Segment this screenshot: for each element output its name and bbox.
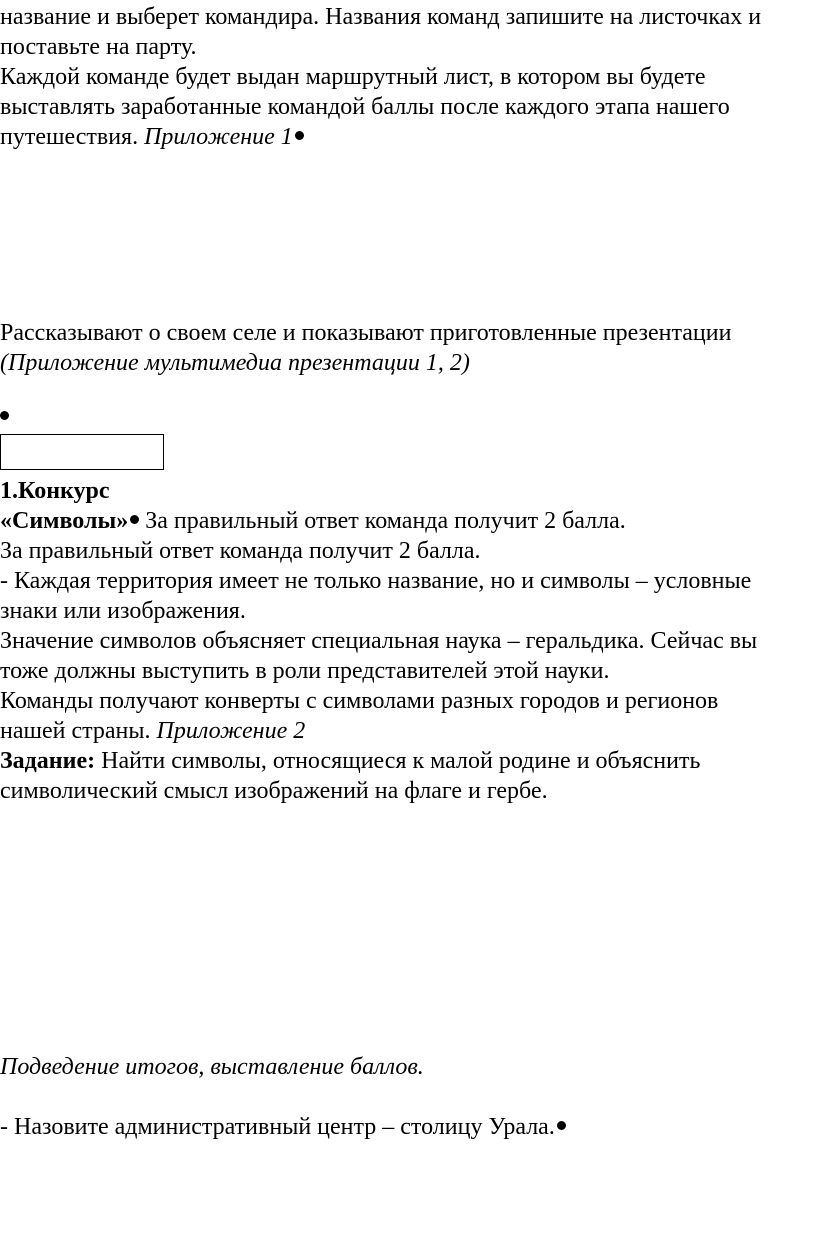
appendix-reference: (Приложение мультимедиа презентации 1, 2) xyxy=(0,350,470,376)
bullet-icon xyxy=(557,1121,566,1130)
text-line: За правильный ответ команда получит 2 балла. xyxy=(0,538,481,564)
task-label: Задание: xyxy=(0,748,96,774)
text-line: Каждой команде будет выдан маршрутный лист, в котором вы будете xyxy=(0,64,706,90)
text-line: тоже должны выступить в роли представителей этой науки. xyxy=(0,658,610,684)
text-line: поставьте на парту. xyxy=(0,34,197,60)
text-line: знаки или изображения. xyxy=(0,598,246,624)
lone-bullet-line xyxy=(0,402,812,432)
question-line xyxy=(0,1112,812,1142)
bullet-icon xyxy=(295,131,304,140)
text-line xyxy=(0,122,812,152)
bullet-icon xyxy=(0,411,9,420)
text-line: - Каждая территория имеет не только название, но и символы – условные xyxy=(0,568,752,594)
text-line xyxy=(0,746,812,776)
text-line xyxy=(0,506,812,536)
summary-line xyxy=(0,1052,812,1082)
text-span: За правильный ответ команда получит 2 балла. xyxy=(139,508,626,534)
text-line: выставлять заработанные командой баллы после каждого этапа нашего xyxy=(0,94,730,120)
text-line: Рассказывают о своем селе и показывают приготовленные презентации xyxy=(0,320,732,346)
text-line xyxy=(0,716,812,746)
text-line: название и выберет командира. Названия команд запишите на листочках и xyxy=(0,4,762,30)
question-text: - Назовите административный центр – столицу Урала. xyxy=(0,1114,555,1140)
contest-title: «Символы» xyxy=(0,508,129,534)
text-span: Найти символы, относящиеся к малой родине и объяснить xyxy=(95,748,701,774)
appendix-reference: Приложение 1 xyxy=(144,124,293,150)
contest-section xyxy=(0,476,812,806)
intro-paragraph xyxy=(0,2,812,152)
text-line xyxy=(0,1112,812,1142)
presentation-paragraph xyxy=(0,318,812,378)
empty-frame xyxy=(0,434,164,470)
text-span: нашей страны. xyxy=(0,718,157,744)
text-line: Команды получают конверты с символами разных городов и регионов xyxy=(0,688,719,714)
appendix-reference: Приложение 2 xyxy=(156,718,306,744)
text-line: Значение символов объясняет специальная наука – геральдика. Сейчас вы xyxy=(0,628,758,654)
contest-heading: 1.Конкурс xyxy=(0,478,110,504)
text-span: путешествия. xyxy=(0,124,145,150)
bullet-icon xyxy=(130,515,139,524)
text-line: символический смысл изображений на флаге и гербе. xyxy=(0,778,548,804)
summary-text: Подведение итогов, выставление баллов. xyxy=(0,1054,424,1080)
